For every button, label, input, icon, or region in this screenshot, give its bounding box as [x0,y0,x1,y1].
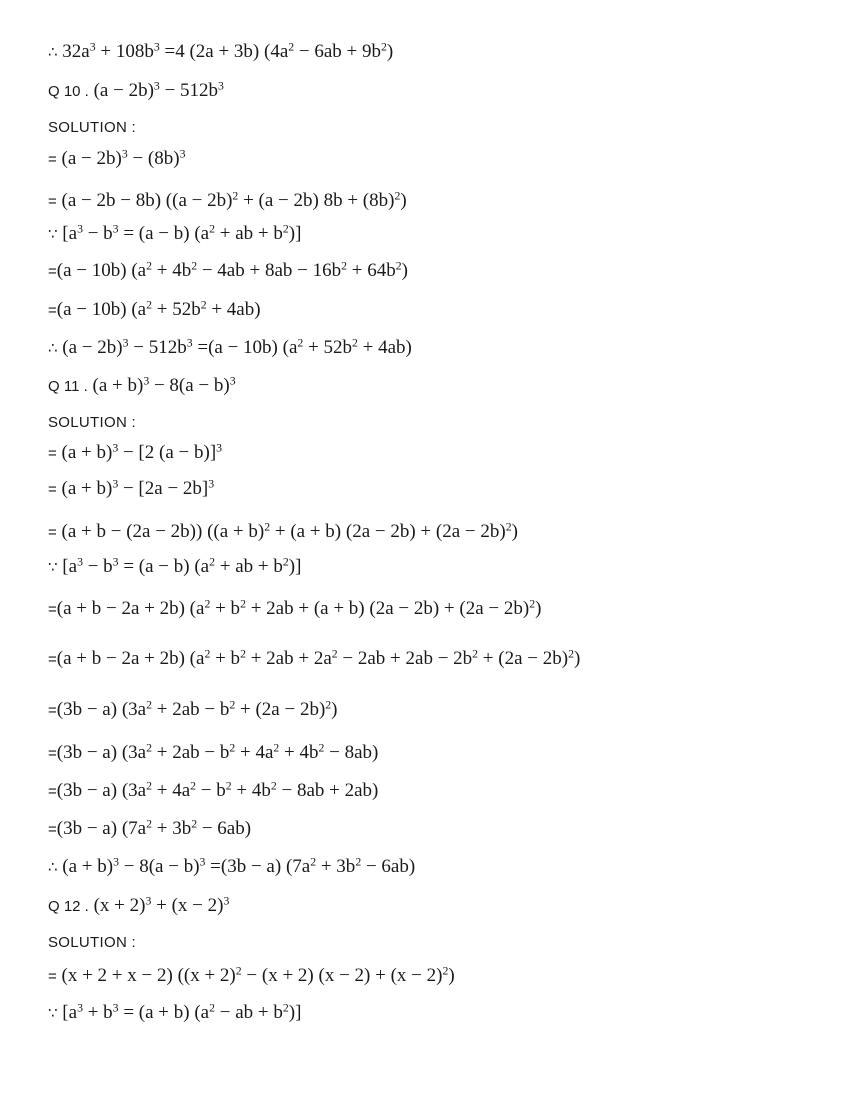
line-prefix: = [48,651,57,668]
line-prefix: = [48,302,57,319]
line-prefix: = [48,702,57,719]
solution-label: SOLUTION : [48,414,137,431]
equation-line [48,147,185,172]
line-prefix: = [48,445,57,462]
math-expression: (3b − a) $(3a^2 + 2ab - b^2 + 4a^2 + 4b^2 - 8ab)$ [56,741,379,763]
line-prefix: ∴ [48,44,58,61]
line-prefix: = [48,263,57,280]
math-expression: $(a + b)^3 - 8(a - b)^3 =(3b - a)$ $(7a^2 + 3b^2 - 6ab)$ [57,855,416,877]
math-expression: (a + b − (2a − 2b)) ($(a + b)^2 + (a + b)$ $(2a - 2b) + (2a - 2b)^2$) [56,520,518,542]
line-prefix: = [48,151,57,168]
solution-heading [48,115,136,140]
line-prefix: = [48,745,57,762]
math-expression: [$a^3 - b^3 = (a - b) (a^2$ + ab + $b^2$)] [57,555,302,577]
solution-label: SOLUTION : [48,119,137,136]
equation-line [48,779,378,804]
math-expression: (3b − a) $(7a^2 + 3b^2 - 6ab)$ [56,817,252,839]
math-expression: [$a^3 + b^3 = (a + b) (a^2$ − ab + $b^2$)] [57,1001,302,1023]
math-expression: $(a - 2b)^3 - (8b)^3$ [56,147,186,169]
equation-line [48,298,261,323]
math-expression: $(x + 2)^3 + (x - 2)^3$ [88,894,230,916]
equation-line [48,520,518,545]
line-prefix: ∴ [48,859,58,876]
equation-line [48,741,378,766]
line-prefix: ∵ [48,1005,58,1022]
equation-line [48,597,541,622]
math-expression: $(a + b)^3 - [2$ (a − b)]$^3$ [56,441,223,463]
equation-line [48,477,214,502]
math-expression: $32a^3 + 108b^3 =4$ (2a + 3b) $(4a^2 - 6ab + 9b^2)$ [57,40,394,62]
solution-heading [48,930,136,955]
line-prefix: ∴ [48,340,58,357]
question-line [48,894,229,919]
equation-line [48,555,301,580]
line-prefix: = [48,601,57,618]
line-prefix: = [48,524,57,541]
math-expression: (3b − a) $(3a^2 + 4a^2 - b^2 + 4b^2 - 8ab + 2ab)$ [56,779,379,801]
solution-heading [48,410,136,435]
line-prefix: = [48,821,57,838]
math-expression: (a − 2b − 8b) ($(a - 2b)^2 + (a - 2b)$ $8b + (8b)^2$) [56,189,407,211]
math-expression: [$a^3 - b^3 = (a - b) (a^2$ + ab + $b^2$)] [57,222,302,244]
question-number: Q 12 . [48,898,89,915]
math-expression: (x + 2 + x − 2) ($(x + 2)^2 - (x + 2)$ $(x - 2) + (x - 2)^2$) [56,964,455,986]
equation-line [48,259,408,284]
equation-line [48,647,580,672]
question-line [48,374,236,399]
line-prefix: ∵ [48,559,58,576]
equation-line [48,964,455,989]
solution-label: SOLUTION : [48,934,137,951]
line-prefix: = [48,193,57,210]
math-expression: $(a - 2b)^3 - 512b^3 =(a - 10b)$ $(a^2 + 52b^2 + 4ab)$ [57,336,412,358]
math-expression: (a − 10b) $(a^2 + 52b^2 + 4ab)$ [56,298,261,320]
math-expression: $(a + b)^3 - 8(a - b)^3$ [87,374,236,396]
line-prefix: ∵ [48,226,58,243]
question-line [48,79,224,104]
equation-line [48,40,393,65]
math-expression: (3b − a) $(3a^2 + 2ab - b^2 + (2a - 2b)^2)$ [56,698,338,720]
equation-line [48,441,222,466]
equation-line [48,817,251,842]
equation-line [48,1001,301,1026]
equation-line [48,855,415,880]
question-number: Q 11 . [48,378,88,395]
line-prefix: = [48,783,57,800]
question-number: Q 10 . [48,83,89,100]
math-expression: $(a + b)^3 - [2a - 2b]^3$ [56,477,215,499]
equation-line [48,698,338,723]
equation-line [48,336,412,361]
equation-line [48,189,407,214]
math-expression: $(a - 2b)^3 - 512b^3$ [88,79,224,101]
math-expression: (a − 10b) $(a^2 + 4b^2 - 4ab + 8ab - 16b^2 + 64b^2)$ [56,259,408,281]
equation-line [48,222,301,247]
line-prefix: = [48,968,57,985]
math-expression: (a + b − 2a + 2b) $(a^2 + b^2 + 2ab + 2a^2 - 2ab + 2ab - 2b^2 + (2a - 2b)^2)$ [56,647,581,669]
math-expression: (a + b − 2a + 2b) $(a^2 + b^2 + 2ab + (a + b) (2a - 2b) + (2a - 2b)^2)$ [56,597,542,619]
line-prefix: = [48,481,57,498]
